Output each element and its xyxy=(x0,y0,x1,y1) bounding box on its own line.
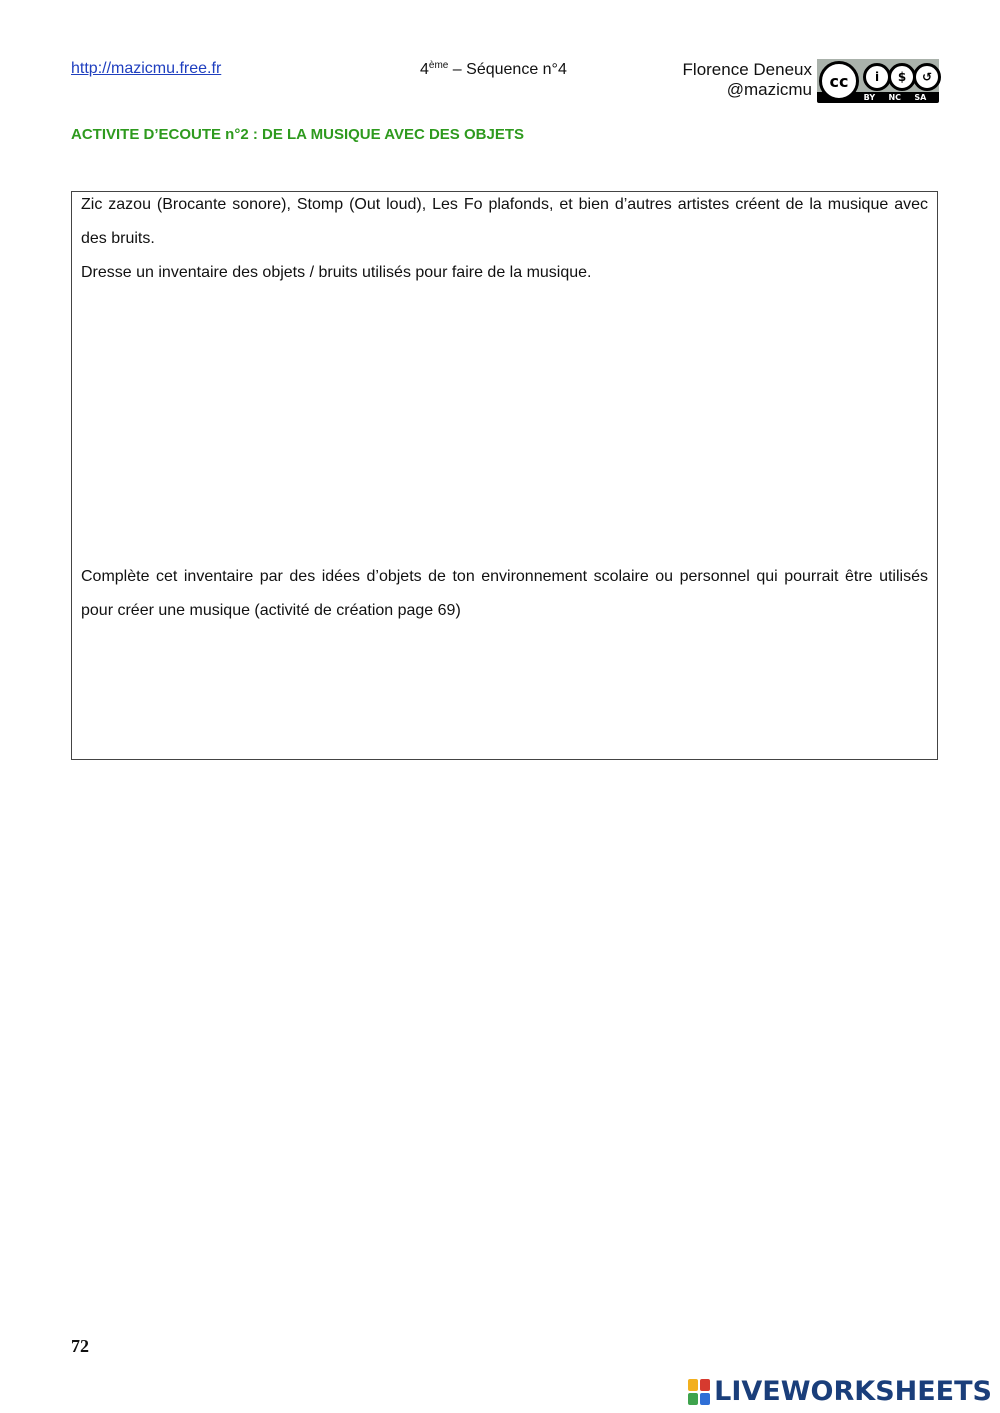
inventory-instruction: Dresse un inventaire des objets / bruits utilisés pour faire de la musique. xyxy=(81,264,592,281)
answer-box[interactable] xyxy=(71,191,938,760)
license-labels xyxy=(857,93,933,102)
page-number: 72 xyxy=(71,1336,89,1356)
activity-title: ACTIVITE D’ECOUTE n°2 : DE LA MUSIQUE AVEC DES OBJETS xyxy=(71,126,524,143)
author-name: Florence Deneux xyxy=(682,60,812,79)
sequence-label xyxy=(420,60,567,79)
license-label-sa: SA xyxy=(914,93,927,102)
complete-inventory-instruction: Complète cet inventaire par des idées d’objets de ton environnement scolaire ou personnel qui pourrait être utilisés pour créer une musique (activité de création page 69) xyxy=(81,568,928,619)
license-label-by: BY xyxy=(863,93,876,102)
grade-number: 4 xyxy=(420,61,429,78)
author-handle: @mazicmu xyxy=(726,80,812,99)
creative-commons-by-nc-sa-icon xyxy=(817,59,939,103)
sequence-text: – Séquence n°4 xyxy=(448,61,567,78)
share-alike-icon: ↺ xyxy=(913,63,941,91)
attribution-icon: i xyxy=(863,63,891,91)
liveworksheets-brand xyxy=(688,1376,992,1407)
author-block xyxy=(683,60,812,100)
non-commercial-icon: $ xyxy=(888,63,916,91)
cc-icon: cc xyxy=(819,61,859,101)
brand-name: LIVEWORKSHEETS xyxy=(714,1376,992,1407)
license-label-nc: NC xyxy=(888,93,902,102)
grade-suffix: ème xyxy=(428,60,449,71)
intro-paragraph: Zic zazou (Brocante sonore), Stomp (Out loud), Les Fo plafonds, et bien d’autres artistes créent de la musique avec des bruits. xyxy=(81,196,928,247)
site-url-link[interactable]: http://mazicmu.free.fr xyxy=(71,60,222,77)
liveworksheets-logo-icon xyxy=(688,1379,710,1405)
